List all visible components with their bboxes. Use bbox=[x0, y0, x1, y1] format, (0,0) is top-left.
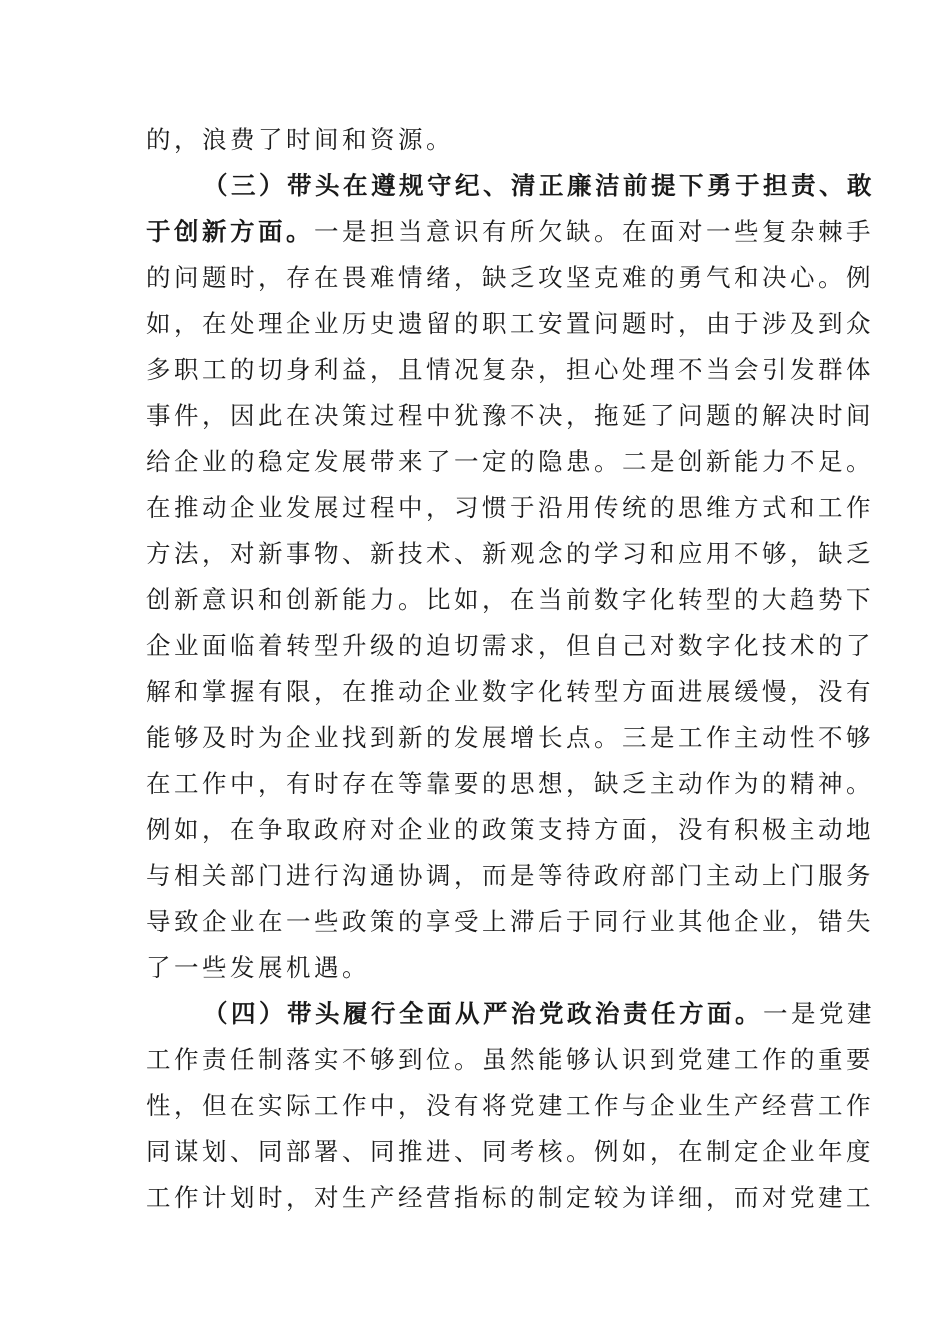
text-run: 性，但在实际工作中，没有将党建工作与企业生产经营工作 bbox=[146, 1091, 874, 1120]
text-run: 工作计划时，对生产经营指标的制定较为详细，而对党建工 bbox=[146, 1183, 874, 1212]
section-heading: 于创新方面。 bbox=[146, 217, 314, 246]
text-line bbox=[146, 1088, 874, 1124]
section-heading: （四）带头履行全面从严治党政治责任方面。 bbox=[203, 999, 763, 1028]
text-line bbox=[146, 628, 874, 664]
text-run: 了一些发展机遇。 bbox=[146, 953, 370, 982]
text-line bbox=[146, 582, 874, 618]
text-run: 在工作中，有时存在等靠要的思想，缺乏主动作为的精神。 bbox=[146, 769, 874, 798]
text-run: 能够及时为企业找到新的发展增长点。三是工作主动性不够 bbox=[146, 723, 874, 752]
section-heading: （三）带头在遵规守纪、清正廉洁前提下勇于担责、敢 bbox=[203, 171, 875, 200]
text-line bbox=[146, 1134, 874, 1170]
text-run: 导致企业在一些政策的享受上滞后于同行业其他企业，错失 bbox=[146, 907, 874, 936]
text-run: 给企业的稳定发展带来了一定的隐患。二是创新能力不足。 bbox=[146, 447, 874, 476]
text-run: 如，在处理企业历史遗留的职工安置问题时，由于涉及到众 bbox=[146, 309, 874, 338]
text-line bbox=[146, 122, 811, 158]
text-run: 与相关部门进行沟通协调，而是等待政府部门主动上门服务 bbox=[146, 861, 874, 890]
text-run: 多职工的切身利益，且情况复杂，担心处理不当会引发群体 bbox=[146, 355, 874, 384]
section-heading-line bbox=[203, 168, 875, 204]
text-run: 一是党建 bbox=[763, 999, 875, 1028]
text-run: 工作责任制落实不够到位。虽然能够认识到党建工作的重要 bbox=[146, 1045, 874, 1074]
text-line bbox=[146, 398, 874, 434]
text-line bbox=[146, 674, 874, 710]
text-line bbox=[146, 858, 874, 894]
text-run: 一是担当意识有所欠缺。在面对一些复杂棘手 bbox=[314, 217, 874, 246]
text-line bbox=[146, 352, 874, 388]
text-line bbox=[146, 904, 874, 940]
text-run: 在推动企业发展过程中，习惯于沿用传统的思维方式和工作 bbox=[146, 493, 874, 522]
text-line bbox=[146, 260, 874, 296]
text-run: 企业面临着转型升级的迫切需求，但自己对数字化技术的了 bbox=[146, 631, 874, 660]
section-heading-line bbox=[203, 996, 875, 1032]
text-line bbox=[146, 720, 874, 756]
text-line bbox=[146, 214, 874, 250]
text-run: 的，浪费了时间和资源。 bbox=[146, 125, 454, 154]
text-line bbox=[146, 766, 874, 802]
text-line bbox=[146, 1180, 874, 1216]
text-line bbox=[146, 444, 874, 480]
text-line bbox=[146, 950, 811, 986]
text-run: 例如，在争取政府对企业的政策支持方面，没有积极主动地 bbox=[146, 815, 874, 844]
text-run: 解和掌握有限，在推动企业数字化转型方面进展缓慢，没有 bbox=[146, 677, 874, 706]
text-run: 的问题时，存在畏难情绪，缺乏攻坚克难的勇气和决心。例 bbox=[146, 263, 874, 292]
text-run: 同谋划、同部署、同推进、同考核。例如，在制定企业年度 bbox=[146, 1137, 874, 1166]
text-line bbox=[146, 812, 874, 848]
text-run: 方法，对新事物、新技术、新观念的学习和应用不够，缺乏 bbox=[146, 539, 874, 568]
text-run: 事件，因此在决策过程中犹豫不决，拖延了问题的解决时间 bbox=[146, 401, 874, 430]
text-line bbox=[146, 306, 874, 342]
text-line bbox=[146, 1042, 874, 1078]
text-line bbox=[146, 536, 874, 572]
text-run: 创新意识和创新能力。比如，在当前数字化转型的大趋势下 bbox=[146, 585, 874, 614]
text-line bbox=[146, 490, 874, 526]
